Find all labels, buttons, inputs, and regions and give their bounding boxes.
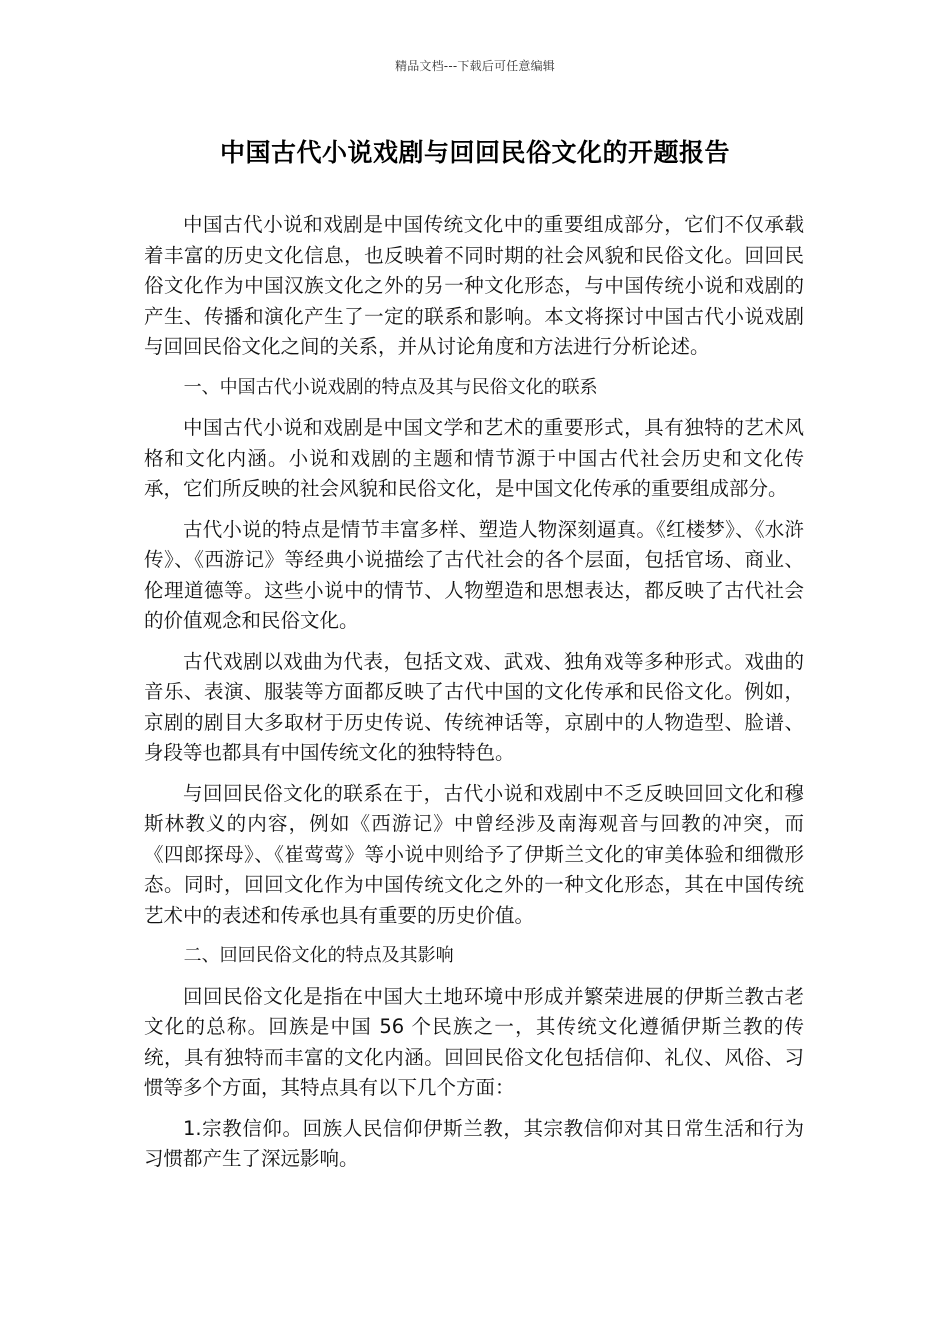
section-2-paragraph-1: 回回民俗文化是指在中国大土地环境中形成并繁荣进展的伊斯兰教古老文化的总称。回族是中国 56 个民族之一，其传统文化遵循伊斯兰教的传统，具有独特而丰富的文化内涵。回回民俗文化包括信仰、礼仪、风俗、习惯等多个方面，其特点具有以下几个方面： [144,984,804,1099]
section-1-heading: 一、中国古代小说戏剧的特点及其与民俗文化的联系 [183,376,598,398]
document-title: 中国古代小说戏剧与回回民俗文化的开题报告 [219,138,730,167]
section-2-paragraph-2: 1.宗教信仰。回族人民信仰伊斯兰教，其宗教信仰对其日常生活和行为习惯都产生了深远影响。 [144,1116,804,1170]
document-body [144,210,804,1185]
section-1-paragraph-4: 与回回民俗文化的联系在于，古代小说和戏剧中不乏反映回回文化和穆斯林教义的内容，例如《西游记》中曾经涉及南海观音与回教的冲突，而《四郎探母》、《崔莺莺》等小说中则给予了伊斯兰文化的审美体验和细微形态。同时，回回文化作为中国传统文化之外的一种文化形态，其在中国传统艺术中的表述和传承也具有重要的历史价值。 [144,781,804,927]
section-1-paragraph-1: 中国古代小说和戏剧是中国文学和艺术的重要形式，具有独特的艺术风格和文化内涵。小说和戏剧的主题和情节源于中国古代社会历史和文化传承，它们所反映的社会风貌和民俗文化，是中国文化传承的重要组成部分。 [144,416,804,500]
intro-paragraph: 中国古代小说和戏剧是中国传统文化中的重要组成部分，它们不仅承载着丰富的历史文化信息，也反映着不同时期的社会风貌和民俗文化。回回民俗文化作为中国汉族文化之外的另一种文化形态，与中国传统小说和戏剧的产生、传播和演化产生了一定的联系和影响。本文将探讨中国古代小说戏剧与回回民俗文化之间的关系，并从讨论角度和方法进行分析论述。 [144,213,804,358]
section-2-heading: 二、回回民俗文化的特点及其影响 [183,945,454,966]
section-1-paragraph-3: 古代戏剧以戏曲为代表，包括文戏、武戏、独角戏等多种形式。戏曲的音乐、表演、服装等方面都反映了古代中国的文化传承和民俗文化。例如，京剧的剧目大多取材于历史传说、传统神话等，京剧中的人物造型、脸谱、身段等也都具有中国传统文化的独特特色。 [144,649,804,764]
header-note: 精品文档---下载后可任意编辑 [395,59,555,73]
section-1-paragraph-2: 古代小说的特点是情节丰富多样、塑造人物深刻逼真。《红楼梦》、《水浒传》、《西游记》等经典小说描绘了古代社会的各个层面，包括官场、商业、伦理道德等。这些小说中的情节、人物塑造和思想表达，都反映了古代社会的价值观念和民俗文化。 [144,517,804,632]
